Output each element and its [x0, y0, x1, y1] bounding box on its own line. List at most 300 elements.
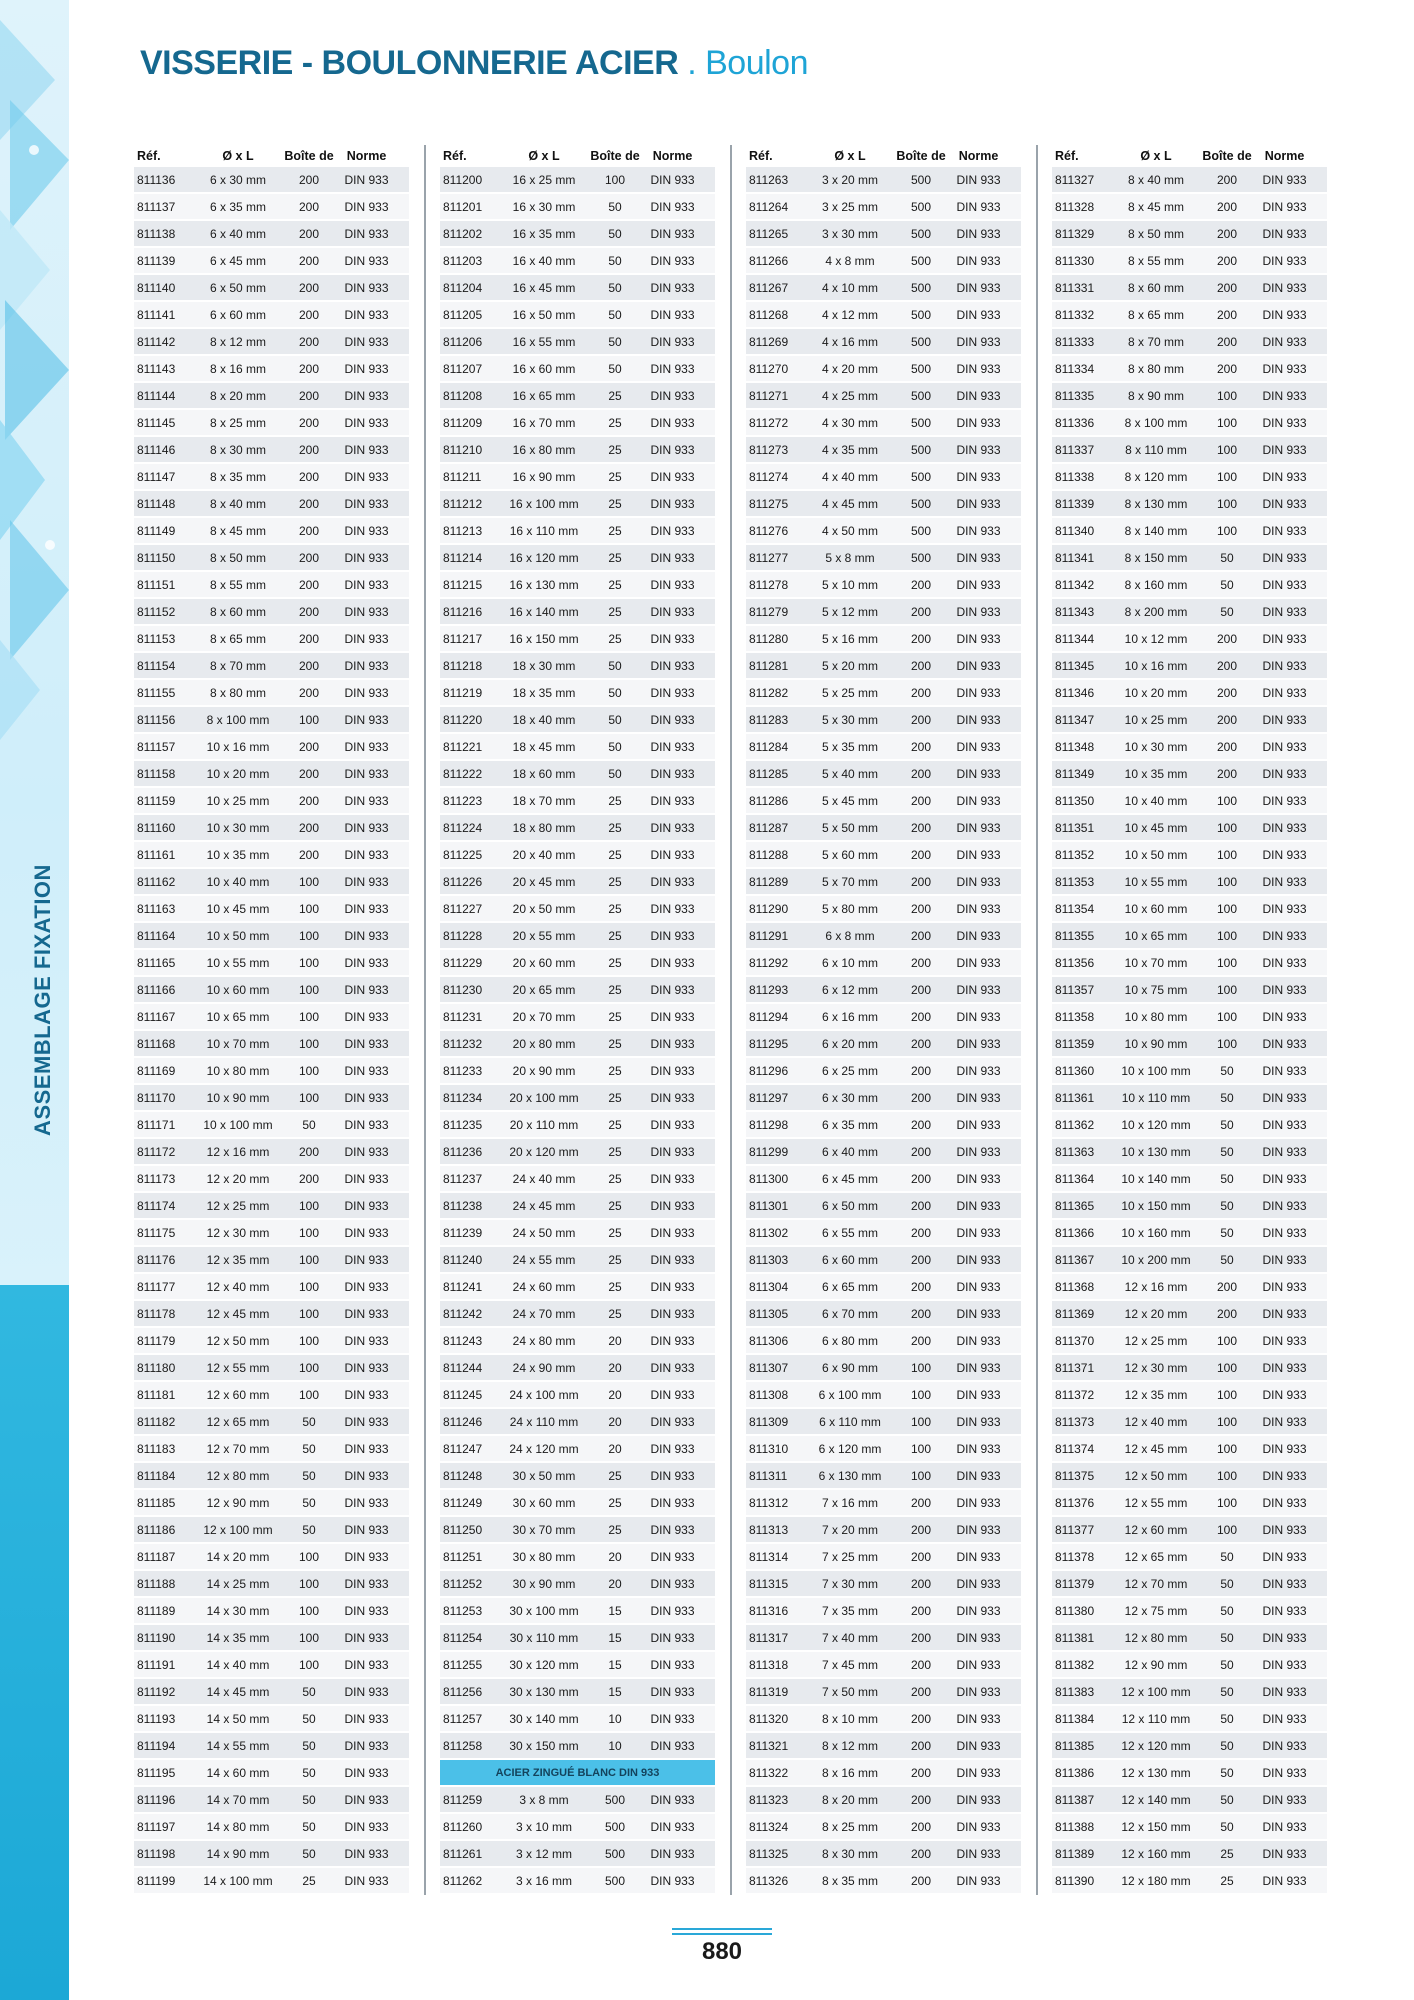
table-row: [134, 1166, 409, 1193]
table-row: [134, 545, 409, 572]
cell-ref: 811219: [443, 686, 483, 700]
cell-ref: 811148: [137, 497, 176, 511]
cell-ref: 811381: [1055, 1631, 1095, 1645]
cell-ref: 811267: [749, 281, 789, 295]
separator-label: ACIER ZINGUÉ BLANC DIN 933: [495, 1767, 660, 1779]
cell-dim: 5 x 10 mm: [821, 578, 878, 592]
cell-norm: DIN 933: [956, 875, 1001, 889]
cell-box: 200: [910, 1496, 932, 1510]
cell-dim: 20 x 80 mm: [512, 1037, 576, 1051]
cell-norm: DIN 933: [344, 335, 389, 349]
cell-box: 100: [910, 1361, 932, 1375]
cell-dim: 6 x 90 mm: [821, 1361, 878, 1375]
table-row: [134, 248, 409, 275]
table-row: [746, 923, 1021, 950]
cell-box: 25: [608, 902, 622, 916]
cell-box: 100: [1216, 875, 1238, 889]
header-norm: Norme: [652, 149, 693, 163]
cell-ref: 811327: [1055, 173, 1095, 187]
cell-dim: 4 x 16 mm: [821, 335, 878, 349]
table-row: [134, 1571, 409, 1598]
cell-ref: 811199: [137, 1874, 176, 1888]
cell-box: 50: [302, 1415, 316, 1429]
cell-norm: DIN 933: [650, 389, 695, 403]
cell-dim: 12 x 60 mm: [206, 1388, 270, 1402]
cell-ref: 811186: [137, 1523, 176, 1537]
cell-dim: 10 x 90 mm: [206, 1091, 270, 1105]
cell-dim: 20 x 90 mm: [512, 1064, 576, 1078]
cell-ref: 811164: [137, 929, 176, 943]
cell-norm: DIN 933: [1262, 1631, 1307, 1645]
table-row: [1052, 734, 1327, 761]
cell-box: 25: [608, 389, 622, 403]
table-row: [134, 464, 409, 491]
cell-norm: DIN 933: [1262, 1739, 1307, 1753]
cell-ref: 811354: [1055, 902, 1095, 916]
cell-dim: 12 x 16 mm: [1124, 1280, 1188, 1294]
table-row: [1052, 1193, 1327, 1220]
cell-ref: 811328: [1055, 200, 1095, 214]
cell-box: 50: [1220, 1685, 1234, 1699]
table-row: [134, 1679, 409, 1706]
table-row: [440, 1841, 715, 1868]
table-row: [746, 572, 1021, 599]
table-row: [746, 626, 1021, 653]
cell-dim: 16 x 120 mm: [509, 551, 579, 565]
cell-dim: 12 x 100 mm: [1121, 1685, 1191, 1699]
cell-dim: 14 x 20 mm: [206, 1550, 270, 1564]
cell-box: 25: [608, 1172, 622, 1186]
table-row: [440, 1112, 715, 1139]
cell-dim: 20 x 120 mm: [509, 1145, 579, 1159]
cell-dim: 8 x 100 mm: [206, 713, 270, 727]
cell-dim: 8 x 16 mm: [209, 362, 266, 376]
cell-ref: 811177: [137, 1280, 176, 1294]
table-row: [134, 275, 409, 302]
cell-ref: 811332: [1055, 308, 1095, 322]
cell-box: 25: [302, 1874, 316, 1888]
cell-norm: DIN 933: [344, 497, 389, 511]
cell-dim: 30 x 70 mm: [512, 1523, 576, 1537]
cell-box: 200: [298, 605, 320, 619]
cell-dim: 24 x 100 mm: [509, 1388, 579, 1402]
cell-dim: 7 x 40 mm: [821, 1631, 878, 1645]
cell-box: 200: [910, 956, 932, 970]
cell-box: 200: [910, 1064, 932, 1078]
cell-ref: 811306: [749, 1334, 789, 1348]
table-row: [746, 1733, 1021, 1760]
cell-norm: DIN 933: [1262, 1145, 1307, 1159]
cell-dim: 16 x 110 mm: [509, 524, 579, 538]
cell-norm: DIN 933: [344, 902, 389, 916]
cell-dim: 10 x 110 mm: [1121, 1091, 1191, 1105]
section-label: ASSEMBLAGE FIXATION: [30, 864, 55, 1136]
cell-dim: 10 x 40 mm: [1124, 794, 1188, 808]
cell-box: 25: [608, 632, 622, 646]
cell-norm: DIN 933: [956, 1739, 1001, 1753]
table-row: [134, 977, 409, 1004]
cell-norm: DIN 933: [1262, 1334, 1307, 1348]
cell-norm: DIN 933: [1262, 713, 1307, 727]
table-row: [440, 842, 715, 869]
table-row: [134, 1760, 409, 1787]
cell-box: 50: [608, 362, 622, 376]
table-row: [1052, 167, 1327, 194]
cell-box: 100: [1216, 1361, 1238, 1375]
cell-dim: 20 x 40 mm: [512, 848, 576, 862]
table-row: [134, 1355, 409, 1382]
cell-dim: 8 x 110 mm: [1125, 443, 1187, 457]
cell-norm: DIN 933: [1262, 200, 1307, 214]
cell-norm: DIN 933: [650, 1847, 695, 1861]
cell-norm: DIN 933: [956, 983, 1001, 997]
cell-ref: 811389: [1055, 1847, 1095, 1861]
table-row: [746, 1571, 1021, 1598]
cell-box: 200: [910, 1685, 932, 1699]
cell-norm: DIN 933: [650, 983, 695, 997]
header-ref: Réf.: [1055, 149, 1079, 163]
cell-box: 50: [1220, 1550, 1234, 1564]
cell-dim: 12 x 80 mm: [1124, 1631, 1188, 1645]
cell-norm: DIN 933: [1262, 227, 1307, 241]
header-dim: Ø x L: [528, 149, 560, 163]
cell-ref: 811142: [137, 335, 176, 349]
cell-norm: DIN 933: [1262, 254, 1307, 268]
table-row: [440, 1517, 715, 1544]
table-row: [746, 1031, 1021, 1058]
cell-ref: 811325: [749, 1847, 789, 1861]
cell-box: 200: [298, 335, 320, 349]
cell-ref: 811387: [1055, 1793, 1095, 1807]
table-row: [1052, 1517, 1327, 1544]
cell-box: 15: [608, 1604, 622, 1618]
page-number-rule: [672, 1928, 772, 1938]
cell-norm: DIN 933: [956, 578, 1001, 592]
table-row: [746, 1085, 1021, 1112]
cell-dim: 8 x 35 mm: [821, 1874, 878, 1888]
cell-box: 200: [910, 1793, 932, 1807]
cell-dim: 8 x 12 mm: [821, 1739, 878, 1753]
table-row: [746, 1355, 1021, 1382]
cell-box: 100: [298, 1604, 320, 1618]
cell-box: 50: [608, 740, 622, 754]
table-row: [134, 1247, 409, 1274]
cell-dim: 10 x 60 mm: [1124, 902, 1188, 916]
cell-ref: 811210: [443, 443, 483, 457]
cell-dim: 4 x 10 mm: [821, 281, 878, 295]
cell-box: 200: [910, 1253, 932, 1267]
cell-ref: 811346: [1055, 686, 1095, 700]
cell-norm: DIN 933: [956, 1388, 1001, 1402]
cell-norm: DIN 933: [344, 686, 389, 700]
cell-ref: 811264: [749, 200, 789, 214]
table-row: [134, 1301, 409, 1328]
table-row: [746, 1274, 1021, 1301]
table-row: [134, 1652, 409, 1679]
table-row: [440, 707, 715, 734]
cell-box: 200: [910, 1280, 932, 1294]
cell-dim: 12 x 70 mm: [206, 1442, 270, 1456]
cell-box: 200: [298, 254, 320, 268]
cell-dim: 16 x 65 mm: [512, 389, 576, 403]
cell-dim: 18 x 30 mm: [512, 659, 576, 673]
table-header: [1052, 145, 1327, 167]
cell-dim: 10 x 35 mm: [206, 848, 270, 862]
table-row: [134, 1031, 409, 1058]
cell-box: 100: [1216, 497, 1238, 511]
cell-ref: 811257: [443, 1712, 483, 1726]
cell-norm: DIN 933: [650, 497, 695, 511]
cell-box: 100: [910, 1469, 932, 1483]
cell-ref: 811319: [749, 1685, 789, 1699]
table-row: [746, 680, 1021, 707]
cell-dim: 12 x 40 mm: [1124, 1415, 1188, 1429]
table-row: [1052, 518, 1327, 545]
cell-dim: 7 x 50 mm: [821, 1685, 878, 1699]
cell-dim: 7 x 20 mm: [821, 1523, 878, 1537]
cell-dim: 10 x 20 mm: [206, 767, 270, 781]
table-row: [440, 383, 715, 410]
cell-ref: 811331: [1055, 281, 1095, 295]
cell-dim: 18 x 40 mm: [512, 713, 576, 727]
cell-norm: DIN 933: [344, 1469, 389, 1483]
table-row: [746, 1409, 1021, 1436]
cell-box: 200: [298, 308, 320, 322]
cell-dim: 12 x 30 mm: [206, 1226, 270, 1240]
cell-ref: 811203: [443, 254, 483, 268]
cell-norm: DIN 933: [650, 1253, 695, 1267]
cell-dim: 8 x 45 mm: [1127, 200, 1184, 214]
cell-dim: 10 x 55 mm: [206, 956, 270, 970]
cell-box: 25: [608, 470, 622, 484]
cell-box: 25: [608, 1307, 622, 1321]
cell-norm: DIN 933: [1262, 956, 1307, 970]
cell-dim: 20 x 55 mm: [512, 929, 576, 943]
cell-ref: 811166: [137, 983, 176, 997]
cell-dim: 8 x 80 mm: [209, 686, 266, 700]
cell-dim: 12 x 65 mm: [206, 1415, 270, 1429]
cell-dim: 10 x 80 mm: [206, 1064, 270, 1078]
cell-ref: 811330: [1055, 254, 1095, 268]
table-row: [134, 518, 409, 545]
cell-norm: DIN 933: [650, 578, 695, 592]
table-row: [746, 896, 1021, 923]
cell-norm: DIN 933: [1262, 335, 1307, 349]
cell-box: 50: [302, 1793, 316, 1807]
cell-norm: DIN 933: [650, 1172, 695, 1186]
cell-ref: 811201: [443, 200, 483, 214]
table-row: [746, 194, 1021, 221]
cell-norm: DIN 933: [344, 929, 389, 943]
cell-dim: 12 x 35 mm: [206, 1253, 270, 1267]
cell-dim: 6 x 35 mm: [209, 200, 266, 214]
cell-ref: 811263: [749, 173, 789, 187]
cell-ref: 811375: [1055, 1469, 1095, 1483]
cell-ref: 811322: [749, 1766, 789, 1780]
cell-box: 200: [910, 1091, 932, 1105]
cell-ref: 811302: [749, 1226, 789, 1240]
table-row: [1052, 248, 1327, 275]
cell-ref: 811161: [137, 848, 176, 862]
cell-box: 200: [910, 1766, 932, 1780]
cell-box: 50: [1220, 1172, 1234, 1186]
table-row: [134, 788, 409, 815]
table-row: [134, 491, 409, 518]
cell-dim: 14 x 60 mm: [206, 1766, 270, 1780]
cell-ref: 811176: [137, 1253, 176, 1267]
table-row: [746, 1706, 1021, 1733]
cell-norm: DIN 933: [344, 632, 389, 646]
cell-ref: 811270: [749, 362, 789, 376]
cell-norm: DIN 933: [344, 470, 389, 484]
cell-ref: 811251: [443, 1550, 483, 1564]
table-row: [1052, 842, 1327, 869]
table-row: [440, 1868, 715, 1895]
cell-ref: 811269: [749, 335, 789, 349]
cell-norm: DIN 933: [956, 1199, 1001, 1213]
table-row: [134, 572, 409, 599]
cell-box: 500: [910, 200, 932, 214]
cell-dim: 6 x 10 mm: [821, 956, 878, 970]
cell-ref: 811244: [443, 1361, 483, 1375]
cell-norm: DIN 933: [956, 1253, 1001, 1267]
cell-dim: 10 x 70 mm: [1124, 956, 1188, 970]
cell-norm: DIN 933: [1262, 1091, 1307, 1105]
cell-ref: 811340: [1055, 524, 1095, 538]
sidebar-decoration: [0, 0, 69, 740]
cell-box: 100: [1216, 416, 1238, 430]
cell-norm: DIN 933: [344, 524, 389, 538]
cell-dim: 24 x 55 mm: [512, 1253, 576, 1267]
cell-dim: 7 x 25 mm: [821, 1550, 878, 1564]
table-row: [1052, 302, 1327, 329]
cell-dim: 14 x 55 mm: [206, 1739, 270, 1753]
cell-box: 200: [1216, 767, 1238, 781]
cell-ref: 811211: [443, 470, 482, 484]
cell-box: 200: [910, 1874, 932, 1888]
cell-ref: 811204: [443, 281, 483, 295]
cell-dim: 16 x 25 mm: [512, 173, 576, 187]
cell-ref: 811221: [443, 740, 483, 754]
table-row: [1052, 707, 1327, 734]
cell-ref: 811361: [1055, 1091, 1095, 1105]
cell-dim: 24 x 45 mm: [512, 1199, 576, 1213]
table-row: [1052, 1382, 1327, 1409]
cell-norm: DIN 933: [344, 983, 389, 997]
table-row: [1052, 1652, 1327, 1679]
cell-norm: DIN 933: [1262, 1658, 1307, 1672]
cell-norm: DIN 933: [650, 1820, 695, 1834]
cell-ref: 811252: [443, 1577, 483, 1591]
cell-ref: 811159: [137, 794, 176, 808]
cell-norm: DIN 933: [344, 1145, 389, 1159]
cell-dim: 14 x 90 mm: [206, 1847, 270, 1861]
cell-norm: DIN 933: [650, 254, 695, 268]
cell-norm: DIN 933: [344, 659, 389, 673]
cell-ref: 811320: [749, 1712, 789, 1726]
cell-box: 500: [910, 443, 932, 457]
cell-box: 25: [608, 497, 622, 511]
table-row: [746, 1868, 1021, 1895]
cell-ref: 811220: [443, 713, 483, 727]
cell-ref: 811181: [137, 1388, 176, 1402]
cell-norm: DIN 933: [650, 335, 695, 349]
cell-ref: 811287: [749, 821, 789, 835]
cell-box: 15: [608, 1658, 622, 1672]
table-row: [134, 1085, 409, 1112]
cell-box: 25: [608, 1145, 622, 1159]
cell-ref: 811348: [1055, 740, 1095, 754]
cell-box: 200: [1216, 200, 1238, 214]
cell-dim: 16 x 50 mm: [512, 308, 576, 322]
cell-ref: 811143: [137, 362, 176, 376]
cell-box: 200: [910, 821, 932, 835]
cell-norm: DIN 933: [956, 1226, 1001, 1240]
cell-ref: 811260: [443, 1820, 483, 1834]
cell-ref: 811171: [137, 1118, 176, 1132]
cell-box: 25: [608, 1469, 622, 1483]
cell-ref: 811282: [749, 686, 789, 700]
cell-dim: 24 x 40 mm: [512, 1172, 576, 1186]
table-row: [1052, 1814, 1327, 1841]
cell-dim: 8 x 60 mm: [209, 605, 266, 619]
cell-box: 500: [910, 173, 932, 187]
table-row: [440, 653, 715, 680]
cell-ref: 811271: [749, 389, 789, 403]
cell-box: 200: [910, 1658, 932, 1672]
cell-ref: 811189: [137, 1604, 176, 1618]
cell-ref: 811231: [443, 1010, 483, 1024]
cell-box: 25: [608, 1010, 622, 1024]
cell-ref: 811303: [749, 1253, 789, 1267]
table-row: [746, 1004, 1021, 1031]
cell-ref: 811212: [443, 497, 483, 511]
table-row: [440, 869, 715, 896]
cell-norm: DIN 933: [1262, 308, 1307, 322]
cell-dim: 16 x 130 mm: [509, 578, 579, 592]
cell-dim: 16 x 40 mm: [512, 254, 576, 268]
cell-dim: 20 x 65 mm: [512, 983, 576, 997]
cell-box: 20: [608, 1550, 622, 1564]
cell-ref: 811357: [1055, 983, 1095, 997]
cell-box: 25: [608, 1037, 622, 1051]
cell-dim: 12 x 40 mm: [206, 1280, 270, 1294]
cell-dim: 6 x 30 mm: [821, 1091, 878, 1105]
cell-norm: DIN 933: [650, 551, 695, 565]
cell-norm: DIN 933: [956, 1334, 1001, 1348]
table-row: [1052, 761, 1327, 788]
cell-box: 200: [298, 632, 320, 646]
cell-norm: DIN 933: [956, 416, 1001, 430]
cell-box: 50: [1220, 1199, 1234, 1213]
cell-dim: 12 x 65 mm: [1124, 1550, 1188, 1564]
table-row: [1052, 383, 1327, 410]
table-row: [440, 1571, 715, 1598]
table-row: [746, 275, 1021, 302]
table-row: [746, 464, 1021, 491]
cell-dim: 6 x 55 mm: [821, 1226, 878, 1240]
cell-norm: DIN 933: [956, 659, 1001, 673]
cell-ref: 811240: [443, 1253, 483, 1267]
cell-ref: 811364: [1055, 1172, 1095, 1186]
cell-dim: 8 x 50 mm: [209, 551, 266, 565]
table-row: [134, 626, 409, 653]
cell-dim: 24 x 50 mm: [512, 1226, 576, 1240]
cell-norm: DIN 933: [344, 1847, 389, 1861]
cell-norm: DIN 933: [650, 1199, 695, 1213]
sidebar-accent-bar: [0, 1285, 69, 2000]
cell-box: 200: [298, 281, 320, 295]
